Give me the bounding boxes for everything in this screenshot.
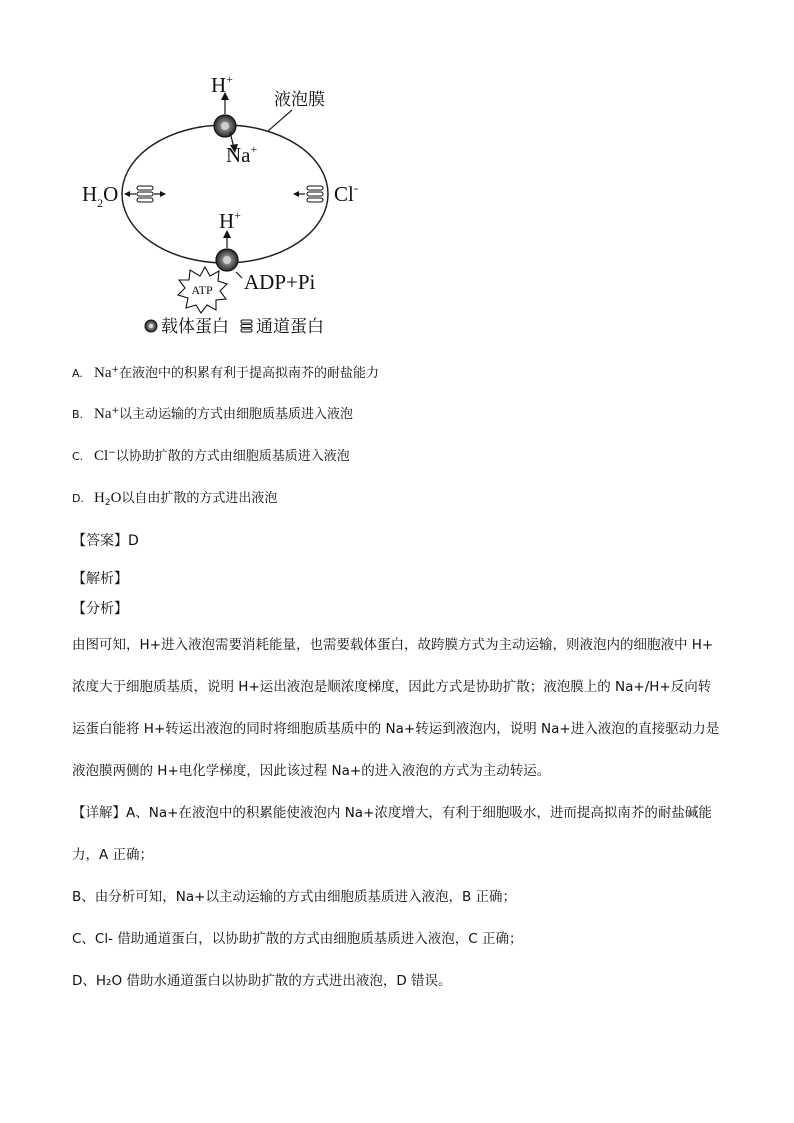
cl-ion-label: Cl-	[334, 180, 359, 206]
h2o-label: $H_2O$	[82, 182, 119, 210]
analysis-line-2: 浓度大于细胞质基质，说明 H+运出液泡是顺浓度梯度，因此方式是协助扩散；液泡膜上的 Na+/H+反向转	[72, 679, 712, 695]
membrane-label: 液泡膜	[274, 90, 325, 110]
legend-channel-icon	[241, 320, 252, 332]
detail-line-3: B、由分析可知，Na+以主动运输的方式由细胞质基质进入液泡，B 正确；	[72, 889, 516, 905]
analysis-subheading: 【分析】	[72, 601, 128, 617]
option-a: A. Na+在液泡中的积累有利于提高拟南芥的耐盐能力	[72, 365, 380, 381]
water-channel-protein	[124, 186, 166, 202]
legend-carrier-label: 载体蛋白	[161, 317, 229, 337]
analysis-line-3: 运蛋白能将 H+转运出液泡的同时将细胞质基质中的 Na+转运到液泡内，说明 Na+进入液泡的直接驱动力是	[72, 721, 720, 737]
detail-line-1: 【详解】A、Na+在液泡中的积累能使液泡内 Na+浓度增大，有利于细胞吸水，进而提高拟南芥的耐盐碱能	[72, 805, 712, 821]
legend-channel-label: 通道蛋白	[256, 317, 324, 337]
detail-line-2: 力，A 正确；	[72, 847, 154, 863]
detail-line-5: D、H₂O 借助水通道蛋白以协助扩散的方式进出液泡，D 错误。	[72, 973, 452, 989]
analysis-heading: 【解析】	[72, 571, 128, 587]
analysis-line-4: 液泡膜两侧的 H+电化学梯度，因此该过程 Na+的进入液泡的方式为主动转运。	[72, 763, 551, 779]
membrane-transport-diagram	[60, 62, 420, 347]
h-ion-bottom-label: H+	[219, 208, 241, 233]
answer-line: 【答案】D	[72, 533, 139, 549]
h-ion-top-label: H+	[211, 72, 233, 97]
detail-line-4: C、Cl- 借助通道蛋白，以协助扩散的方式由细胞质基质进入液泡，C 正确；	[72, 931, 523, 947]
chloride-channel-protein	[293, 186, 323, 202]
adp-pi-label: ADP+Pi	[244, 270, 316, 294]
option-c: C. Cl−以协助扩散的方式由细胞质基质进入液泡	[72, 448, 350, 464]
option-d: D. $H_2O$以自由扩散的方式进出液泡	[72, 490, 278, 508]
atp-label: ATP	[191, 283, 213, 297]
na-ion-label: Na+	[226, 142, 258, 167]
membrane-leader-line	[268, 110, 292, 131]
analysis-line-1: 由图可知，H+进入液泡需要消耗能量，也需要载体蛋白，故跨膜方式为主动运输，则液泡内的细胞液中 H+	[72, 637, 714, 653]
option-b: B. Na+以主动运输的方式由细胞质基质进入液泡	[72, 406, 354, 422]
